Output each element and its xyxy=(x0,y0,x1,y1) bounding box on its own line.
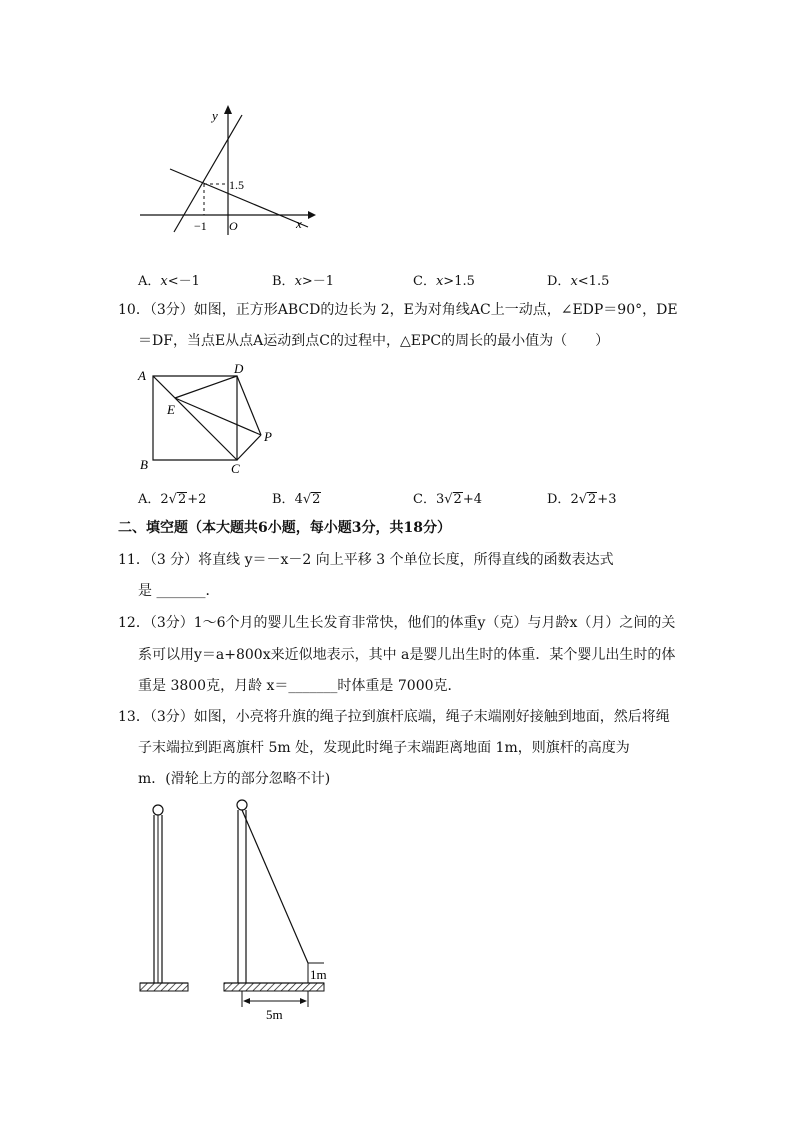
label-p: P xyxy=(264,429,272,444)
sqrt-icon: √ xyxy=(578,492,588,507)
tick-x-label: −1 xyxy=(194,219,207,233)
label-5m: 5m xyxy=(266,1007,283,1022)
label-b: B xyxy=(140,457,148,472)
segment-cp xyxy=(237,435,261,460)
y-axis-label: y xyxy=(212,108,218,123)
origin-label: O xyxy=(229,219,238,233)
right-ground-hatch xyxy=(224,983,324,991)
pulley-icon xyxy=(153,805,163,815)
q11-text-line1: 11．（3 分）将直线 y＝－x－2 向上平移 3 个单位长度，所得直线的函数表达式 xyxy=(118,552,614,568)
q10-text-line2: ＝DF，当点E从点A运动到点C的过程中，△EPC的周长的最小值为（ ） xyxy=(138,333,610,349)
q13-flagpole-figure xyxy=(130,795,340,1025)
rope-slanted xyxy=(242,810,308,963)
q13-text-line2: 子末端拉到距离旗杆 5m 处，发现此时绳子末端距离地面 1m，则旗杆的高度为 xyxy=(138,740,630,756)
label-1m: 1m xyxy=(310,967,327,982)
pulley-icon xyxy=(237,800,247,810)
q10-text-line1: 10．（3分）如图，正方形ABCD的边长为 2，E为对角线AC上一动点，∠EDP＝90°，DE xyxy=(118,302,678,318)
q9-graph xyxy=(130,100,330,240)
dim-arrow-right-icon xyxy=(300,998,307,1004)
label-e: E xyxy=(167,402,175,417)
section-heading: 二、填空题（本大题共6小题，每小题3分，共18分） xyxy=(118,520,451,536)
q13-text-line3: m．(滑轮上方的部分忽略不计) xyxy=(138,771,331,787)
q12-text-line2: 系可以用y＝a+800x来近似地表示，其中 a是婴儿出生时的体重．某个婴儿出生时的体 xyxy=(138,647,676,663)
diagonal-ac xyxy=(153,376,237,460)
label-a: A xyxy=(138,368,146,383)
x-axis-label: x xyxy=(296,216,302,231)
sqrt-icon: √ xyxy=(168,492,177,507)
q11-text-line2: 是 _______． xyxy=(138,583,220,599)
q10-option-a[interactable]: A．2√2+2 xyxy=(138,492,207,507)
segment-ed xyxy=(175,376,237,398)
q10-option-d[interactable]: D．2√2+3 xyxy=(547,492,617,507)
q12-text-line1: 12．（3分）1～6个月的婴儿生长发育非常快，他们的体重y（克）与月龄x（月）之间的关 xyxy=(118,615,676,631)
q9-option-a[interactable]: A．x<－1 xyxy=(138,274,200,289)
label-c: C xyxy=(231,461,240,476)
q9-option-c[interactable]: C．x>1.5 xyxy=(413,274,475,289)
sqrt-icon: √ xyxy=(444,492,453,507)
dim-arrow-left-icon xyxy=(243,998,250,1004)
y-axis-arrow-icon xyxy=(224,105,232,114)
q13-text-line1: 13．（3分）如图，小亮将升旗的绳子拉到旗杆底端，绳子末端刚好接触到地面，然后将绳 xyxy=(118,709,670,725)
x-axis-arrow-icon xyxy=(308,211,316,219)
label-d: D xyxy=(234,361,244,376)
q10-square-figure xyxy=(130,360,290,480)
q10-option-c[interactable]: C．3√2+4 xyxy=(413,492,482,507)
q10-option-b[interactable]: B．4√2 xyxy=(272,492,321,507)
q12-text-line3: 重是 3800克，月龄 x＝_______时体重是 7000克． xyxy=(138,678,462,694)
tick-y-label: 1.5 xyxy=(229,178,244,192)
left-ground-hatch xyxy=(140,983,188,991)
q9-option-d[interactable]: D．x<1.5 xyxy=(547,274,610,289)
sqrt-icon: √ xyxy=(302,492,312,507)
q9-option-b[interactable]: B．x>－1 xyxy=(272,274,335,289)
